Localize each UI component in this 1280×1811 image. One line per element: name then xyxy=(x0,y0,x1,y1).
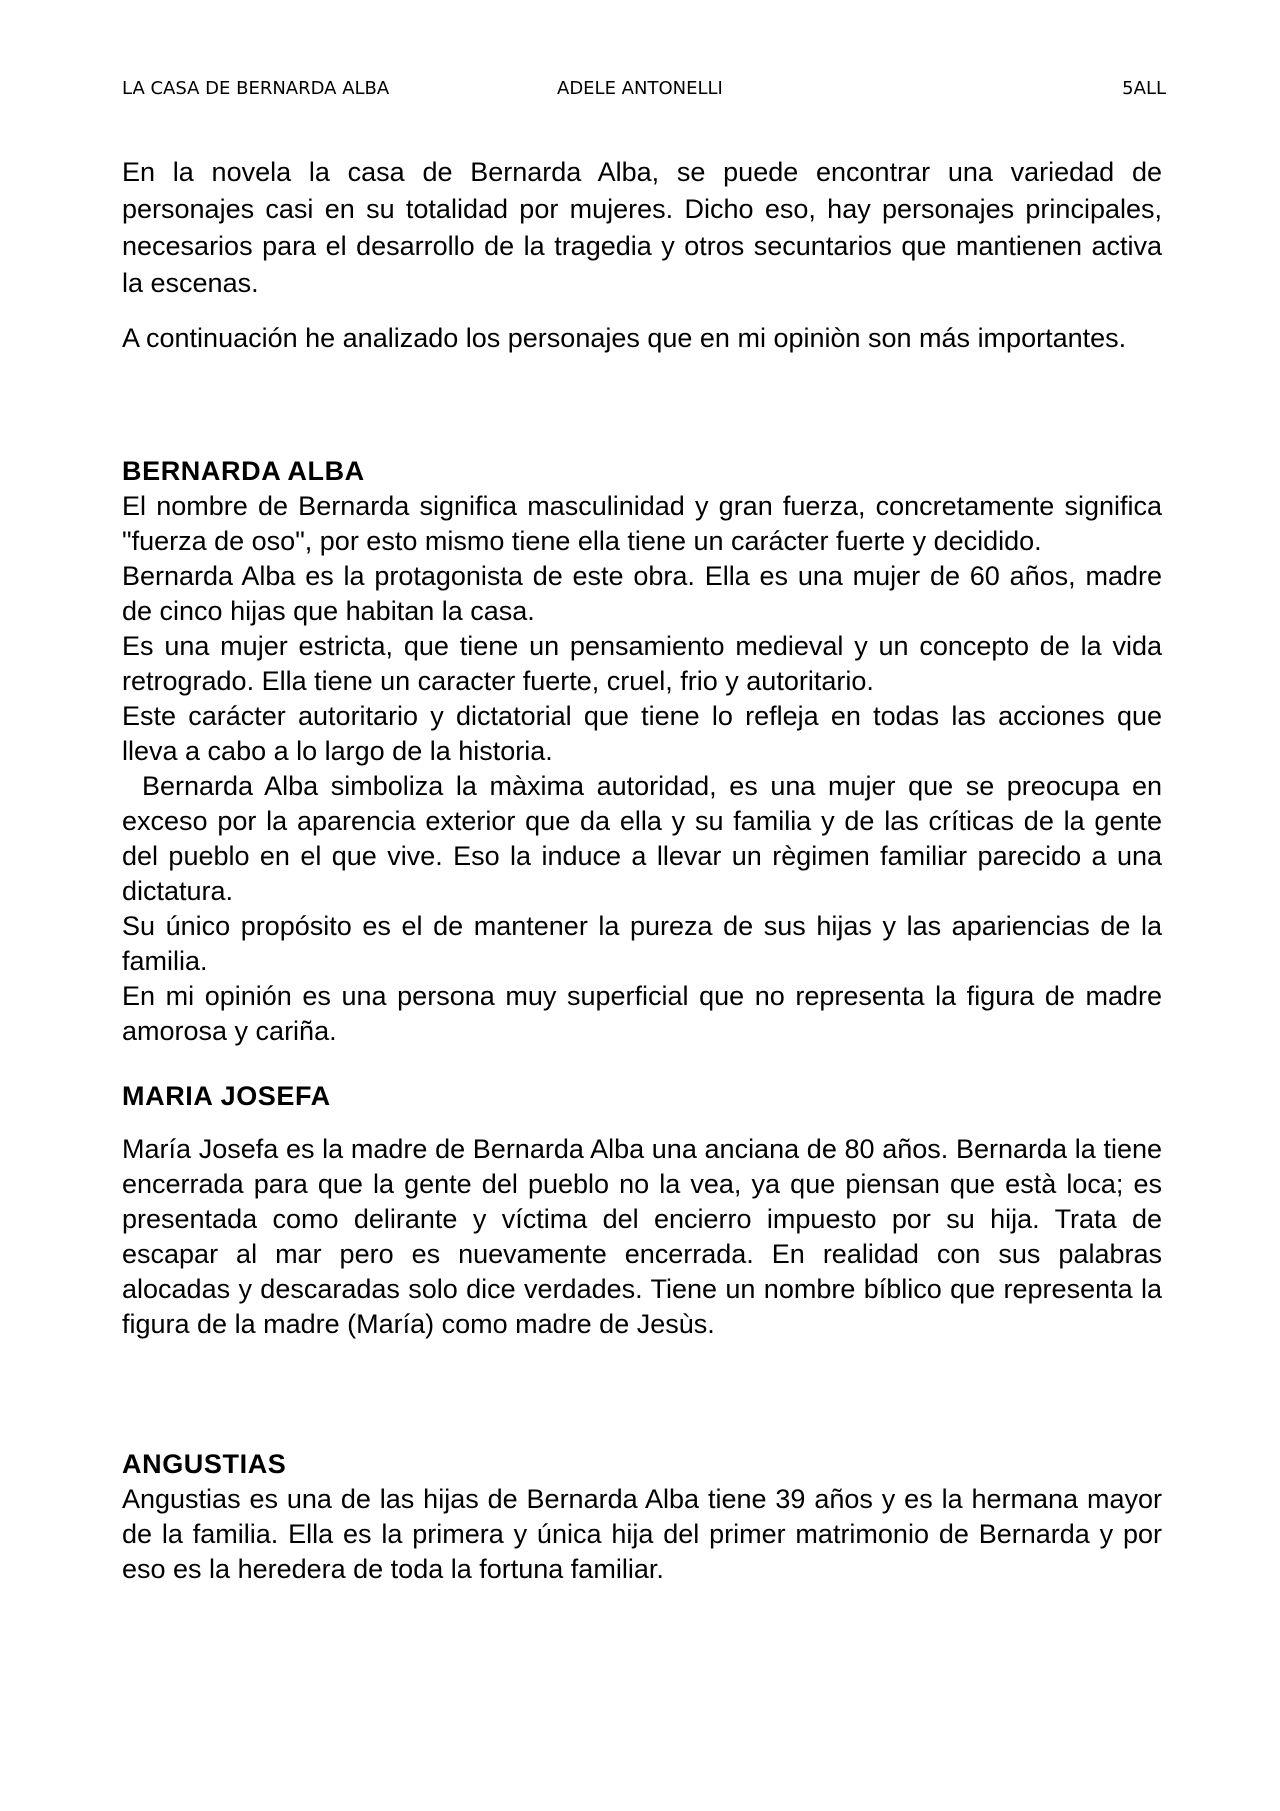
intro-paragraph: En la novela la casa de Bernarda Alba, se puede encontrar una variedad de personajes casi en su totalidad por mujeres. Dicho eso, hay personajes principales, necesarios para el desarrollo de la tragedia y otros secuntarios que mantienen activa la escenas. xyxy=(122,157,1162,298)
header-title: LA CASA DE BERNARDA ALBA xyxy=(122,78,390,99)
section-title: MARIA JOSEFA xyxy=(122,1081,331,1111)
section-paragraph: Su único propósito es el de mantener la pureza de sus hijas y las apariencias de la familia. xyxy=(122,911,1162,976)
header-author: ADELE ANTONELLI xyxy=(557,78,723,99)
section-title: ANGUSTIAS xyxy=(122,1449,287,1479)
section-paragraph: Bernarda Alba es la protagonista de este obra. Ella es una mujer de 60 años, madre de cinco hijas que habitan la casa. xyxy=(122,561,1162,626)
header-class: 5ALL xyxy=(1122,78,1166,99)
intro xyxy=(122,154,1162,357)
section-paragraph: Bernarda Alba simboliza la màxima autoridad, es una mujer que se preocupa en exceso por la aparencia exterior que da ella y su familia y de las críticas de la gente del pueblo en el que vive. Eso la induce a llevar un règimen familiar parecido a una dictatura. xyxy=(122,771,1162,906)
section-paragraph: En mi opinión es una persona muy superficial que no representa la figura de madre amorosa y cariña. xyxy=(122,981,1162,1046)
section-paragraph: Este carácter autoritario y dictatorial que tiene lo refleja en todas las acciones que lleva a cabo a lo largo de la historia. xyxy=(122,701,1162,766)
page-header xyxy=(122,78,1166,106)
section-paragraph: Es una mujer estricta, que tiene un pensamiento medieval y un concepto de la vida retrogrado. Ella tiene un caracter fuerte, cruel, frio y autoritario. xyxy=(122,631,1162,696)
intro-paragraph: A continuación he analizado los personajes que en mi opiniòn son más importantes. xyxy=(122,323,1127,353)
section-bernarda-alba xyxy=(122,454,1162,1049)
section-title: BERNARDA ALBA xyxy=(122,456,365,486)
document-body xyxy=(122,154,1162,1587)
section-maria-josefa xyxy=(122,1079,1162,1342)
section-paragraph: Angustias es una de las hijas de Bernarda Alba tiene 39 años y es la hermana mayor de la familia. Ella es la primera y única hija del primer matrimonio de Bernarda y por eso es la heredera de toda la fortuna familiar. xyxy=(122,1484,1162,1584)
section-paragraph: María Josefa es la madre de Bernarda Alba una anciana de 80 años. Bernarda la tiene encerrada para que la gente del pueblo no la vea, ya que piensan que està loca; es presentada como delirante y víctima del encierro impuesto por su hija. Trata de escapar al mar pero es nuevamente encerrada. En realidad con sus palabras alocadas y descaradas solo dice verdades. Tiene un nombre bíblico que representa la figura de la madre (María) como madre de Jesùs. xyxy=(122,1134,1162,1339)
section-angustias xyxy=(122,1447,1162,1587)
section-paragraph: El nombre de Bernarda significa masculinidad y gran fuerza, concretamente significa "fuerza de oso", por esto mismo tiene ella tiene un carácter fuerte y decidido. xyxy=(122,491,1162,556)
